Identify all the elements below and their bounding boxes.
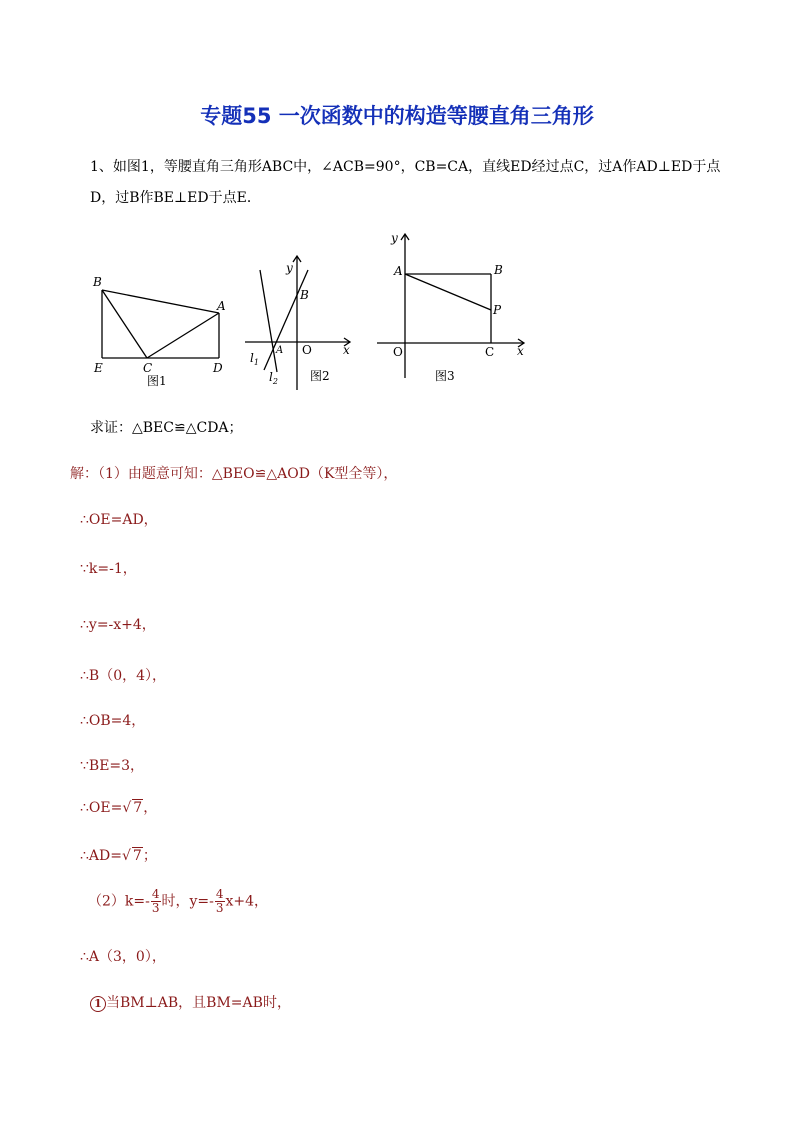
solution-step-7: ∴OE=√ 7，	[80, 800, 158, 816]
radicand: 7	[132, 848, 142, 864]
solution-step-10: ∴A（3，0），	[80, 949, 166, 965]
label-B: B	[494, 263, 503, 277]
segment-BC	[102, 290, 147, 358]
label-O: O	[393, 345, 403, 359]
label-O: O	[302, 343, 312, 357]
caption-fig2: 图2	[310, 369, 330, 383]
label-x: x	[343, 343, 350, 357]
solution-step-9: （2）k=- $\frac{4}{3}$ 时，y=- $\frac{4}{3}$ x+4，	[88, 887, 269, 915]
label-B: B	[300, 288, 309, 302]
solution-step-2: ∵k=-1，	[80, 561, 137, 577]
caption-fig1: 图1	[147, 374, 167, 388]
fraction-4-3: $\frac{4}{3}$	[151, 887, 160, 915]
label-l2: $l_2$	[269, 370, 278, 386]
solution-step-8: ∴AD=√ 7；	[80, 848, 157, 864]
question-line-2: D，过B作BE⊥ED于点E．	[90, 190, 261, 206]
label-C: C	[143, 361, 153, 375]
caption-fig3: 图3	[435, 369, 455, 383]
radicand: 7	[133, 800, 143, 816]
figure-3	[372, 228, 532, 388]
label-B: B	[93, 275, 102, 289]
label-y: y	[286, 261, 293, 275]
label-A: A	[217, 299, 226, 313]
solution-step-5: ∴OB=4，	[80, 713, 146, 729]
page-title: 专题55 一次函数中的构造等腰直角三角形	[200, 104, 594, 128]
solution-step-6: ∵BE=3，	[80, 758, 145, 774]
figure-2	[240, 250, 360, 395]
solution-step-11: 1 当BM⊥AB，且BM=AB时，	[90, 992, 291, 1012]
label-A: A	[394, 264, 403, 278]
segment-BA	[102, 290, 219, 313]
solution-step-3: ∴y=-x+4，	[80, 617, 156, 633]
label-D: D	[213, 361, 223, 375]
label-y: y	[391, 231, 398, 245]
solution-intro: 解：（1）由题意可知：△BEO≌△AOD（K型全等），	[70, 466, 398, 482]
prove-statement: 求证：△BEC≌△CDA；	[90, 420, 243, 436]
fraction-4-3: $\frac{4}{3}$	[215, 887, 224, 915]
label-A: A	[276, 345, 284, 356]
label-C: C	[485, 345, 495, 359]
label-l1: $l_1$	[250, 351, 259, 367]
figure-1	[85, 268, 235, 393]
question-line-1: 1、如图1，等腰直角三角形ABC中，∠ACB=90°，CB=CA，直线ED经过点C，过A作AD⊥ED于点	[90, 159, 721, 175]
solution-step-1: ∴OE=AD，	[80, 512, 158, 528]
label-E: E	[94, 361, 103, 375]
line-l2	[260, 270, 277, 372]
circled-number: 1	[90, 996, 106, 1012]
solution-step-4: ∴B（0，4），	[80, 668, 167, 684]
label-P: P	[493, 303, 502, 317]
segment-CA	[147, 313, 219, 358]
segment-AP	[405, 274, 491, 310]
label-x: x	[517, 344, 524, 358]
